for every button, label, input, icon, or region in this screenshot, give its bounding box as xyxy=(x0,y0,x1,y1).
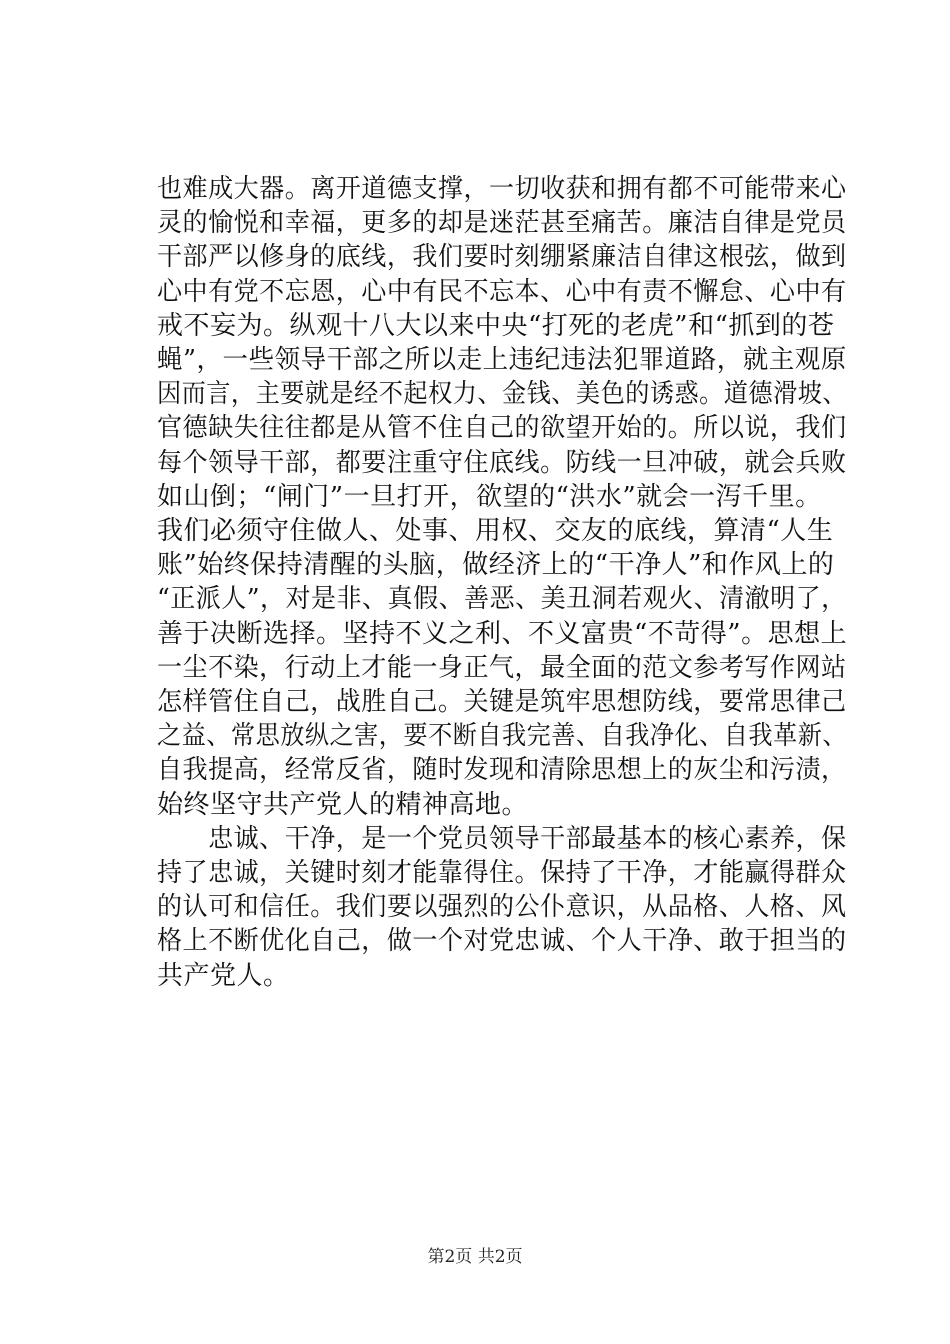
text-line: 心中有党不忘恩，心中有民不忘本、心中有责不懈怠、心中有 xyxy=(157,276,847,307)
text-line: 一尘不染，行动上才能一身正气，最全面的范文参考写作网站 xyxy=(157,652,847,683)
document-body xyxy=(157,172,848,993)
text-line: 干部严以修身的底线，我们要时刻绷紧廉洁自律这根弦，做到 xyxy=(157,242,847,273)
text-line: “正派人”，对是非、真假、善恶、美丑洞若观火、清澈明了， xyxy=(157,584,847,615)
text-line: 始终坚守共产党人的精神高地。 xyxy=(157,789,529,820)
text-line: 因而言，主要就是经不起权力、金钱、美色的诱惑。道德滑坡、 xyxy=(157,379,848,410)
text-line: 蝇”，一些领导干部之所以走上违纪违法犯罪道路，就主观原 xyxy=(157,345,847,375)
page-footer: 第2页 共2页 xyxy=(427,1247,523,1267)
text-line: 也难成大器。离开道德支撑，一切收获和拥有都不可能带来心 xyxy=(157,174,847,204)
text-line: 怎样管住自己，战胜自己。关键是筑牢思想防线，要常思律己 xyxy=(157,686,847,717)
text-line: 忠诚、干净，是一个党员领导干部最基本的核心素养，保 xyxy=(157,823,847,854)
text-line: 官德缺失往往都是从管不住自己的欲望开始的。所以说，我们 xyxy=(157,413,847,444)
text-line: 格上不断优化自己，做一个对党忠诚、个人干净、敢于担当的 xyxy=(157,926,847,957)
text-line: 账”始终保持清醒的头脑，做经济上的“干净人”和作风上的 xyxy=(157,550,835,581)
text-line: 之益、常思放纵之害，要不断自我完善、自我净化、自我革新、 xyxy=(157,721,848,752)
text-line: 的认可和信任。我们要以强烈的公仆意识，从品格、人格、风 xyxy=(157,892,847,923)
text-line: 善于决断选择。坚持不义之利、不义富贵“不苛得”。思想上 xyxy=(157,618,848,649)
text-line: 共产党人。 xyxy=(157,960,290,991)
text-line: 灵的愉悦和幸福，更多的却是迷茫甚至痛苦。廉洁自律是党员 xyxy=(157,208,847,239)
text-line: 自我提高，经常反省，随时发现和清除思想上的灰尘和污渍， xyxy=(157,755,847,786)
text-line: 戒不妄为。纵观十八大以来中央“打死的老虎”和“抓到的苍 xyxy=(157,310,835,341)
text-line: 持了忠诚，关键时刻才能靠得住。保持了干净，才能赢得群众 xyxy=(157,857,847,888)
text-line: 如山倒；“闸门”一旦打开，欲望的“洪水”就会一泻千里。 xyxy=(157,481,822,512)
text-line: 我们必须守住做人、处事、用权、交友的底线，算清“人生 xyxy=(157,516,834,546)
text-line: 每个领导干部，都要注重守住底线。防线一旦冲破，就会兵败 xyxy=(157,447,847,478)
